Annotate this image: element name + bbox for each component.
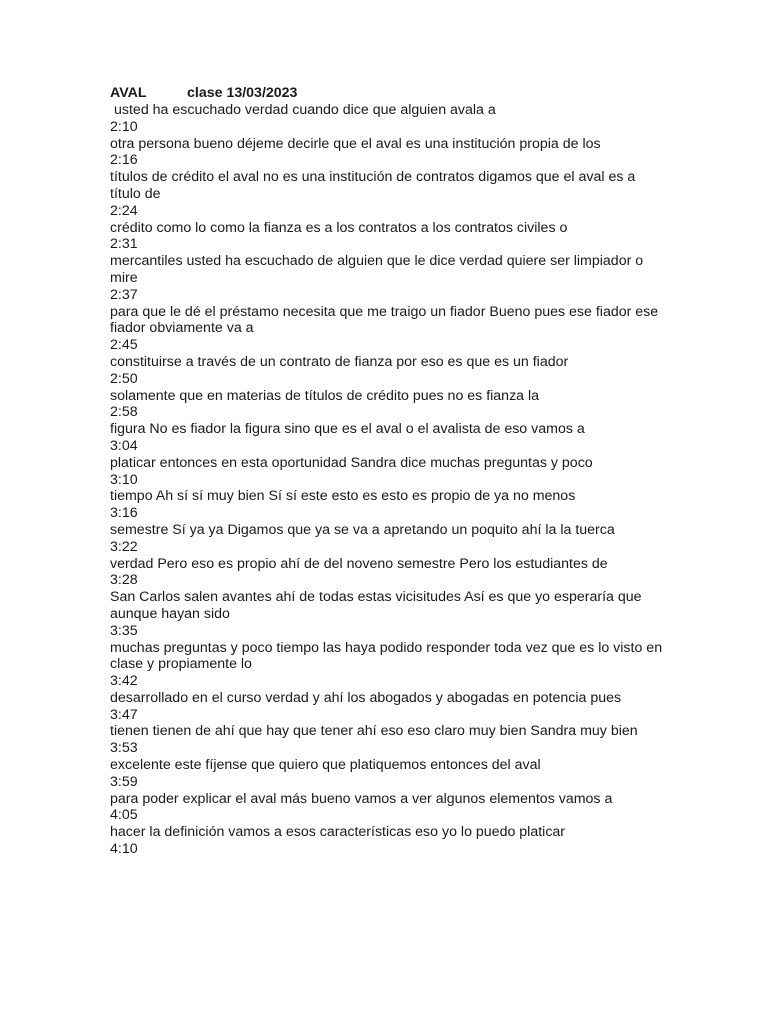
transcript-text: para que le dé el préstamo necesita que me traigo un fiador Bueno pues ese fiador ese fiador obviamente va a (110, 303, 659, 337)
document-title: AVAL (110, 85, 147, 101)
transcript-text: semestre Sí ya ya Digamos que ya se va a apretando un poquito ahí la la tuerca (110, 521, 615, 538)
timestamp: 3:35 (110, 622, 138, 639)
class-date: clase 13/03/2023 (187, 85, 298, 101)
timestamp: 3:53 (110, 740, 138, 757)
timestamp: 2:10 (110, 118, 138, 135)
document-header (110, 85, 665, 102)
timestamp: 3:10 (110, 471, 138, 488)
timestamp: 3:59 (110, 773, 138, 790)
transcript (110, 102, 665, 858)
timestamp: 2:37 (110, 286, 138, 303)
document-page (110, 85, 665, 858)
transcript-text: San Carlos salen avantes ahí de todas estas vicisitudes Así es que yo esperaría que aunque hayan sido (110, 589, 642, 622)
transcript-text: crédito como lo como la fianza es a los contratos a los contratos civiles o (110, 219, 568, 236)
transcript-text: tienen tienen de ahí que hay que tener ahí eso eso claro muy bien Sandra muy bien (110, 723, 638, 740)
timestamp: 3:04 (110, 437, 138, 454)
timestamp: 3:22 (110, 538, 138, 555)
transcript-text: verdad Pero eso es propio ahí de del noveno semestre Pero los estudiantes de (110, 555, 608, 572)
transcript-text: platicar entonces en esta oportunidad Sandra dice muchas preguntas y poco (110, 454, 593, 471)
timestamp: 3:16 (110, 505, 138, 522)
transcript-text: hacer la definición vamos a esos características eso yo lo puedo platicar (110, 824, 566, 841)
timestamp: 2:24 (110, 202, 138, 219)
transcript-text: para poder explicar el aval más bueno vamos a ver algunos elementos vamos a (110, 790, 613, 807)
transcript-text: títulos de crédito el aval no es una institución de contratos digamos que el aval es a título de (110, 169, 636, 202)
timestamp: 2:45 (110, 337, 138, 354)
transcript-text: solamente que en materias de títulos de crédito pues no es fianza la (110, 387, 540, 404)
timestamp: 4:05 (110, 807, 138, 824)
transcript-text: figura No es fiador la figura sino que es el aval o el avalista de eso vamos a (110, 421, 585, 438)
transcript-text: mercantiles usted ha escuchado de alguien que le dice verdad quiere ser limpiador o mire (110, 253, 644, 286)
timestamp: 2:31 (110, 236, 138, 253)
transcript-text: excelente este fíjense que quiero que platiquemos entonces del aval (110, 757, 541, 774)
transcript-text: tiempo Ah sí sí muy bien Sí sí este esto es esto es propio de ya no menos (110, 488, 576, 505)
transcript-text: muchas preguntas y poco tiempo las haya podido responder toda vez que es lo visto en clase y propiamente lo (110, 639, 663, 673)
timestamp: 3:47 (110, 706, 138, 723)
transcript-text: desarrollado en el curso verdad y ahí los abogados y abogadas en potencia pues (110, 689, 622, 706)
transcript-text: usted ha escuchado verdad cuando dice que alguien avala a (114, 102, 496, 118)
timestamp: 2:16 (110, 152, 138, 169)
timestamp: 3:42 (110, 673, 138, 690)
timestamp: 3:28 (110, 572, 138, 589)
timestamp: 2:50 (110, 370, 138, 387)
transcript-text: otra persona bueno déjeme decirle que el aval es una institución propia de los (110, 135, 601, 152)
transcript-text: constituirse a través de un contrato de fianza por eso es que es un fiador (110, 353, 569, 370)
timestamp: 4:10 (110, 841, 138, 858)
timestamp: 2:58 (110, 404, 138, 421)
